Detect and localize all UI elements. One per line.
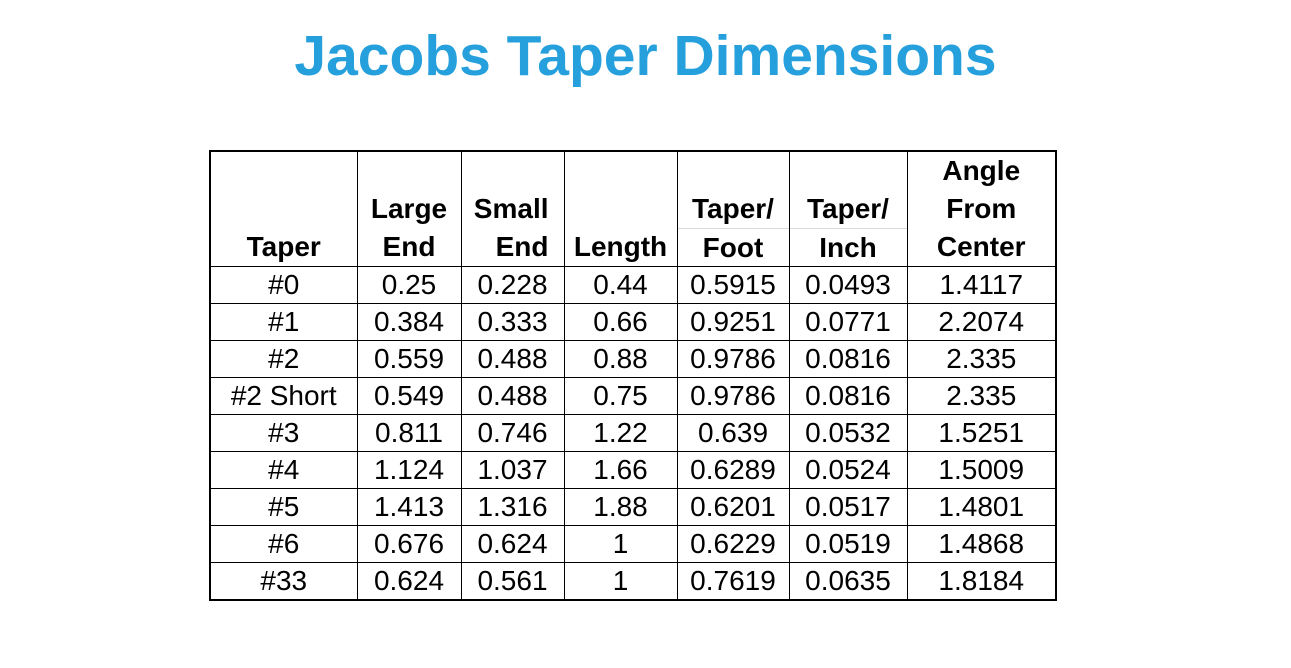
cell: 1.22 — [564, 415, 677, 452]
cell: 1.4868 — [907, 526, 1056, 563]
table-row — [210, 452, 1056, 489]
cell: 0.384 — [357, 304, 461, 341]
cell: 0.44 — [564, 267, 677, 304]
header-line: End — [495, 231, 549, 262]
cell: #6 — [210, 526, 357, 563]
column-header-length — [564, 151, 677, 267]
header-line: End — [382, 231, 436, 262]
cell: 0.6201 — [677, 489, 789, 526]
cell: 0.676 — [357, 526, 461, 563]
table-row — [210, 563, 1056, 600]
cell: 0.5915 — [677, 267, 789, 304]
cell: 0.6289 — [677, 452, 789, 489]
table-row — [210, 304, 1056, 341]
header-line: Center — [936, 231, 1026, 262]
cell: 0.9786 — [677, 341, 789, 378]
cell: #4 — [210, 452, 357, 489]
cell: 1.88 — [564, 489, 677, 526]
cell: #33 — [210, 563, 357, 600]
cell: 0.6229 — [677, 526, 789, 563]
cell: 1.4117 — [907, 267, 1056, 304]
cell: 0.9786 — [677, 378, 789, 415]
cell: 0.66 — [564, 304, 677, 341]
cell: 0.7619 — [677, 563, 789, 600]
table-row — [210, 378, 1056, 415]
cell: 0.75 — [564, 378, 677, 415]
cell: 1.124 — [357, 452, 461, 489]
cell: 0.333 — [461, 304, 564, 341]
table-row — [210, 267, 1056, 304]
cell: #2 Short — [210, 378, 357, 415]
cell: 0.488 — [461, 378, 564, 415]
column-header-taper — [210, 151, 357, 267]
cell: 1 — [564, 563, 677, 600]
header-line: Taper/ — [807, 193, 889, 224]
cell: 0.559 — [357, 341, 461, 378]
cell: 0.0816 — [789, 341, 907, 378]
cell: 1.5009 — [907, 452, 1056, 489]
cell: 0.0493 — [789, 267, 907, 304]
cell: #2 — [210, 341, 357, 378]
header-line: Taper — [246, 231, 321, 262]
cell: 0.624 — [461, 526, 564, 563]
cell: 2.2074 — [907, 304, 1056, 341]
cell: 0.25 — [357, 267, 461, 304]
cell: 0.0816 — [789, 378, 907, 415]
cell: 0.0771 — [789, 304, 907, 341]
cell: 0.488 — [461, 341, 564, 378]
cell: 1.4801 — [907, 489, 1056, 526]
header-line: Length — [573, 231, 668, 262]
cell: 0.0519 — [789, 526, 907, 563]
column-header-angle-from-center — [907, 151, 1056, 267]
cell: 1.66 — [564, 452, 677, 489]
cell: 0.811 — [357, 415, 461, 452]
cell: 1.037 — [461, 452, 564, 489]
cell: #3 — [210, 415, 357, 452]
cell: 1.413 — [357, 489, 461, 526]
table-row — [210, 341, 1056, 378]
cell: 0.549 — [357, 378, 461, 415]
cell: 1.8184 — [907, 563, 1056, 600]
cell: 0.0517 — [789, 489, 907, 526]
header-line: Taper/ — [692, 193, 774, 224]
cell: 1 — [564, 526, 677, 563]
table-body — [210, 267, 1056, 600]
header-line: Inch — [790, 228, 907, 266]
cell: 0.88 — [564, 341, 677, 378]
table-row — [210, 489, 1056, 526]
table-row — [210, 415, 1056, 452]
header-line: Large — [370, 193, 448, 224]
cell: 1.5251 — [907, 415, 1056, 452]
header-line: Angle — [942, 155, 1021, 186]
cell: 0.746 — [461, 415, 564, 452]
header-line: Small — [473, 193, 549, 224]
header-line: Foot — [678, 228, 789, 266]
cell: 0.639 — [677, 415, 789, 452]
header-line: From — [946, 193, 1017, 224]
cell: 0.0635 — [789, 563, 907, 600]
table-row — [210, 526, 1056, 563]
cell: 2.335 — [907, 341, 1056, 378]
column-header-taper-inch — [789, 151, 907, 267]
cell: 0.561 — [461, 563, 564, 600]
column-header-taper-foot — [677, 151, 789, 267]
cell: #0 — [210, 267, 357, 304]
cell: 0.0524 — [789, 452, 907, 489]
column-header-large-end — [357, 151, 461, 267]
cell: 0.228 — [461, 267, 564, 304]
cell: #1 — [210, 304, 357, 341]
cell: #5 — [210, 489, 357, 526]
cell: 0.9251 — [677, 304, 789, 341]
cell: 2.335 — [907, 378, 1056, 415]
cell: 0.624 — [357, 563, 461, 600]
column-header-small-end — [461, 151, 564, 267]
taper-dimensions-table — [209, 150, 1057, 601]
header-row — [210, 151, 1056, 267]
page-title: Jacobs Taper Dimensions — [294, 24, 997, 88]
cell: 0.0532 — [789, 415, 907, 452]
cell: 1.316 — [461, 489, 564, 526]
